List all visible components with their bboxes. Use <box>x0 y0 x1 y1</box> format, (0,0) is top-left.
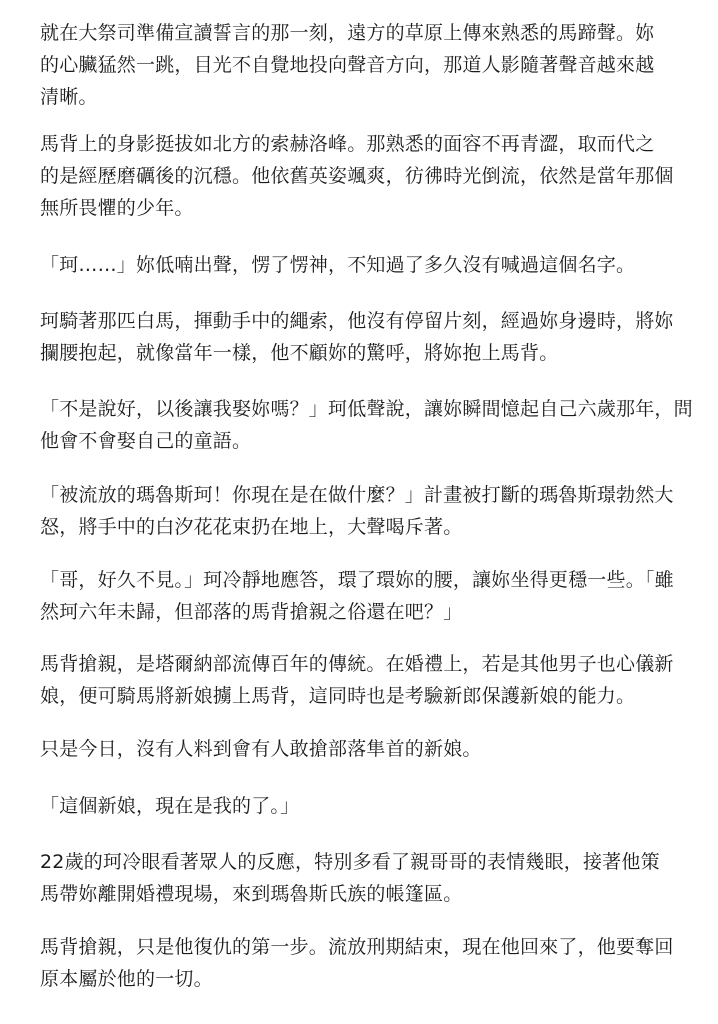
text-line: 「不是說好，以後讓我娶妳嗎？」珂低聲說，讓妳瞬間憶起自己六歲那年，問 <box>40 398 693 420</box>
paragraph-9 <box>40 733 690 765</box>
text-line: 清晰。 <box>40 86 98 108</box>
text-line: 只是今日，沒有人料到會有人敢搶部落隼首的新娘。 <box>40 738 482 760</box>
text-line: 「哥，好久不見。」珂冷靜地應答，環了環妳的腰，讓妳坐得更穩一些。「雖 <box>40 569 674 591</box>
text-line: 原本屬於他的一切。 <box>40 968 213 990</box>
text-line: 珂騎著那匹白馬，揮動手中的繩索，他沒有停留片刻，經過妳身邊時，將妳 <box>40 310 674 332</box>
text-line: 怒，將手中的白汐花花束扔在地上，大聲喝斥著。 <box>40 516 463 538</box>
paragraph-6 <box>40 479 690 543</box>
text-line: 馬帶妳離開婚禮現場，來到瑪魯斯氏族的帳篷區。 <box>40 883 463 905</box>
paragraph-11 <box>40 846 690 910</box>
text-line: 的心臟猛然一跳，目光不自覺地投向聲音方向，那道人影隨著聲音越來越 <box>40 54 655 76</box>
text-line: 就在大祭司準備宣讀誓言的那一刻，遠方的草原上傳來熟悉的馬蹄聲。妳 <box>40 22 655 44</box>
text-line: 他會不會娶自己的童語。 <box>40 430 252 452</box>
text-line: 馬背上的身影挺拔如北方的索赫洛峰。那熟悉的面容不再青澀，取而代之 <box>40 133 655 155</box>
paragraph-7 <box>40 564 690 628</box>
paragraph-12 <box>40 931 690 995</box>
text-line: 攔腰抱起，就像當年一樣，他不顧妳的驚呼，將妳抱上馬背。 <box>40 342 559 364</box>
paragraph-1 <box>40 17 690 113</box>
text-line: 然珂六年未歸，但部落的馬背搶親之俗還在吧？」 <box>40 601 463 623</box>
paragraph-8 <box>40 648 690 712</box>
text-line: 馬背搶親，只是他復仇的第一步。流放刑期結束，現在他回來了，他要奪回 <box>40 936 674 958</box>
text-line: 「這個新娘，現在是我的了。」 <box>40 795 300 817</box>
text-line: 22歲的珂冷眼看著眾人的反應，特別多看了親哥哥的表情幾眼，接著他策 <box>40 851 660 873</box>
text-line: 無所畏懼的少年。 <box>40 197 194 219</box>
text-line: 「珂……」妳低喃出聲，愣了愣神，不知過了多久沒有喊過這個名字。 <box>40 254 636 276</box>
text-line: 的是經歷磨礪後的沉穩。他依舊英姿颯爽，彷彿時光倒流，依然是當年那個 <box>40 165 674 187</box>
paragraph-10 <box>40 790 690 822</box>
paragraph-3 <box>40 249 690 281</box>
text-line: 馬背搶親，是塔爾納部流傳百年的傳統。在婚禮上，若是其他男子也心儀新 <box>40 653 674 675</box>
paragraph-4 <box>40 305 690 369</box>
text-line: 娘，便可騎馬將新娘擄上馬背，這同時也是考驗新郎保護新娘的能力。 <box>40 685 636 707</box>
text-line: 「被流放的瑪魯斯珂！你現在是在做什麼？」計畫被打斷的瑪魯斯璟勃然大 <box>40 484 674 506</box>
paragraph-5 <box>40 393 693 457</box>
paragraph-2 <box>40 128 690 224</box>
